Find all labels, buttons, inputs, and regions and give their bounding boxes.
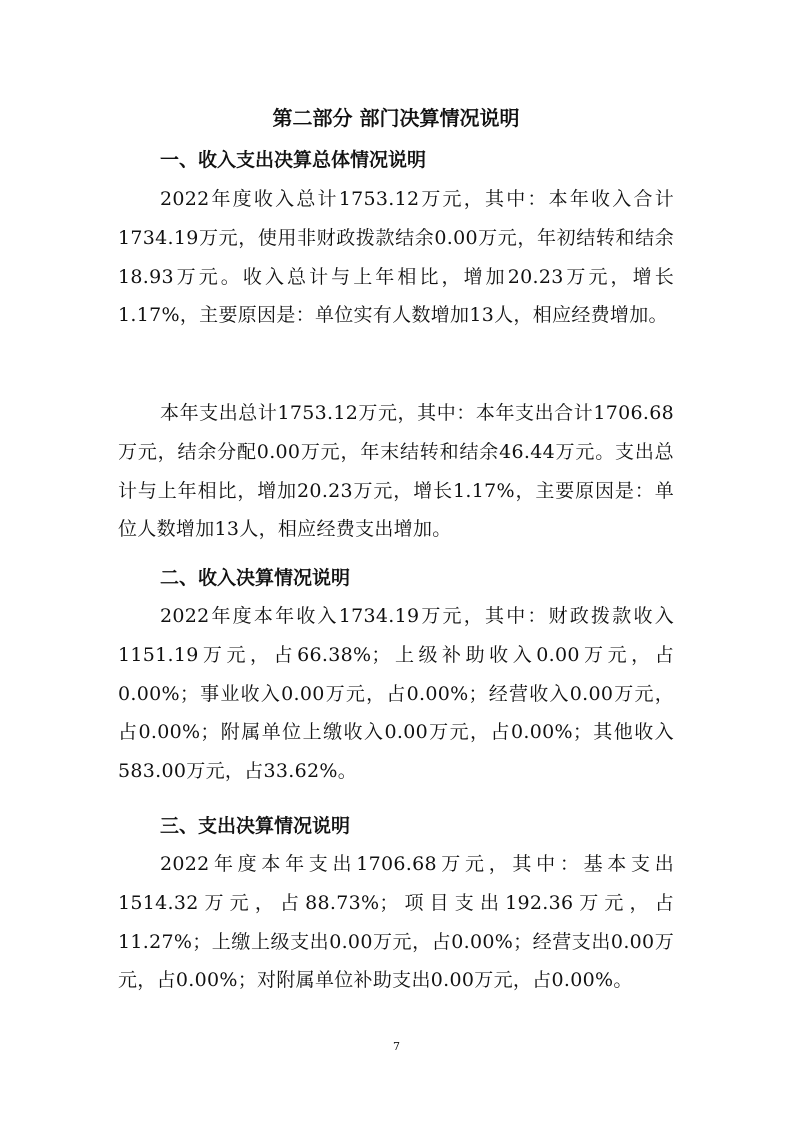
section-1-paragraph-1: 2022年度收入总计1753.12万元，其中：本年收入合计1734.19万元，使用非财政拨款结余0.00万元，年初结转和结余18.93万元。收入总计与上年相比，增加20.23万元，增长1.17%，主要原因是：单位实有人数增加13人，相应经费增加。 xyxy=(118,188,674,327)
section-heading-1: 一、收入支出决算总体情况说明 xyxy=(160,149,427,171)
section-heading-2: 二、收入决算情况说明 xyxy=(160,567,351,589)
page-number: 7 xyxy=(393,1040,400,1053)
page-title: 第二部分 部门决算情况说明 xyxy=(272,106,520,130)
section-1-paragraph-2: 本年支出总计1753.12万元，其中：本年支出合计1706.68万元，结余分配0.00万元，年末结转和结余46.44万元。支出总计与上年相比，增加20.23万元，增长1.17%，主要原因是：单位人数增加13人，相应经费支出增加。 xyxy=(118,402,674,541)
section-heading-3: 三、支出决算情况说明 xyxy=(160,815,351,837)
section-3-paragraph-1: 2022年度本年支出1706.68万元，其中：基本支出1514.32万元，占88.73%；项目支出192.36万元，占11.27%；上缴上级支出0.00万元，占0.00%；经营支出0.00万元，占0.00%；对附属单位补助支出0.00万元，占0.00%。 xyxy=(118,853,674,992)
section-2-paragraph-1: 2022年度本年收入1734.19万元，其中：财政拨款收入1151.19万元，占66.38%；上级补助收入0.00万元，占0.00%；事业收入0.00万元，占0.00%；经营收入0.00万元，占0.00%；附属单位上缴收入0.00万元，占0.00%；其他收入583.00万元，占33.62%。 xyxy=(118,605,674,783)
